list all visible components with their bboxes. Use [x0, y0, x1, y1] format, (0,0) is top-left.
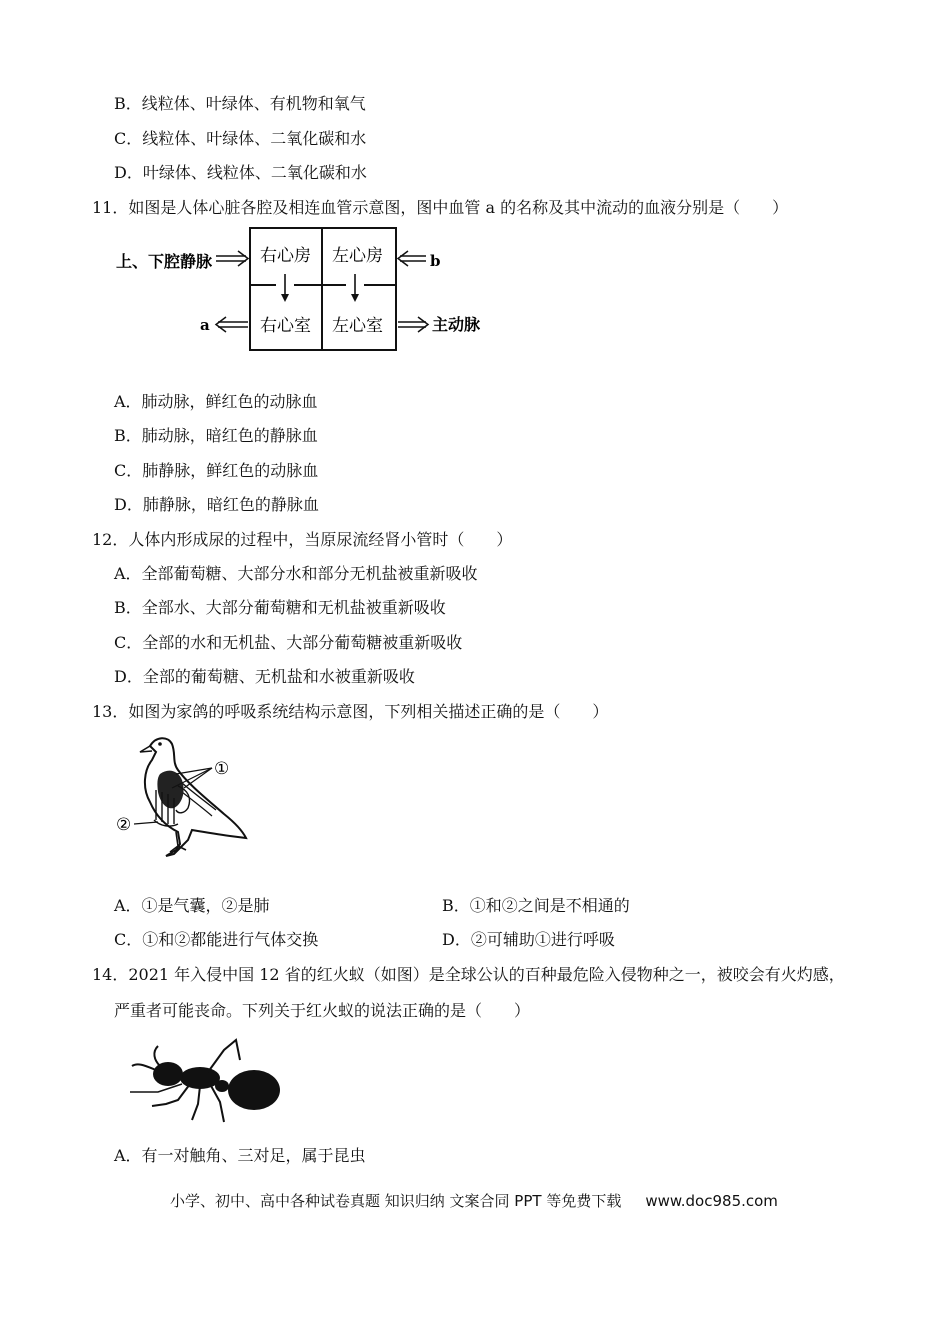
label-2: ②	[116, 815, 132, 835]
pigeon-respiratory-diagram	[112, 728, 262, 863]
q11-option-c: C．肺静脉，鲜红色的动脉血	[114, 461, 319, 480]
q12-stem: 12．人体内形成尿的过程中，当原尿流经肾小管时（ ）	[92, 530, 513, 549]
q11-stem: 11．如图是人体心脏各腔及相连血管示意图，图中血管 a 的名称及其中流动的血液分别是（ ）	[92, 198, 789, 217]
footer-url[interactable]: www.doc985.com	[645, 1192, 778, 1210]
left-av-arrow-icon	[351, 274, 359, 302]
label-b: b	[430, 252, 441, 270]
right-av-arrow-icon	[281, 274, 289, 302]
vena-cava-label: 上、下腔静脉	[116, 252, 213, 271]
vena-cava-arrow-icon	[216, 251, 248, 266]
q10-option-c: C．线粒体、叶绿体、二氧化碳和水	[114, 129, 367, 148]
q11-option-a: A．肺动脉，鲜红色的动脉血	[114, 392, 318, 411]
q12-option-d: D．全部的葡萄糖、无机盐和水被重新吸收	[114, 667, 415, 686]
left-ventricle-label: 左心室	[332, 316, 383, 336]
q10-option-b: B．线粒体、叶绿体、有机物和氧气	[114, 94, 366, 113]
fire-ant-image	[112, 1030, 282, 1130]
q11-option-d: D．肺静脉，暗红色的静脉血	[114, 495, 319, 514]
heart-diagram	[110, 222, 500, 357]
q12-option-a: A．全部葡萄糖、大部分水和部分无机盐被重新吸收	[114, 564, 478, 583]
q14-stem-line2: 严重者可能丧命。下列关于红火蚁的说法正确的是（ ）	[114, 1001, 531, 1020]
footer-text: 小学、初中、高中各种试卷真题 知识归纳 文案合同 PPT 等免费下载	[170, 1192, 622, 1210]
q12-option-b: B．全部水、大部分葡萄糖和无机盐被重新吸收	[114, 598, 446, 617]
q13-option-c: C．①和②都能进行气体交换	[114, 930, 319, 949]
b-arrow-icon	[398, 251, 426, 266]
aorta-arrow-icon	[398, 317, 428, 332]
q13-option-b: B．①和②之间是不相通的	[442, 896, 630, 915]
q10-option-d: D．叶绿体、线粒体、二氧化碳和水	[114, 163, 367, 182]
left-atrium-label: 左心房	[332, 246, 383, 266]
aorta-label: 主动脉	[432, 315, 481, 334]
footer	[170, 1190, 778, 1211]
q13-option-d: D．②可辅助①进行呼吸	[442, 930, 615, 949]
q12-option-c: C．全部的水和无机盐、大部分葡萄糖被重新吸收	[114, 633, 463, 652]
q11-option-b: B．肺动脉，暗红色的静脉血	[114, 426, 318, 445]
a-arrow-icon	[216, 317, 248, 332]
q13-stem: 13．如图为家鸽的呼吸系统结构示意图，下列相关描述正确的是（ ）	[92, 702, 609, 721]
label-a: a	[200, 316, 210, 334]
q14-option-a: A．有一对触角、三对足，属于昆虫	[114, 1146, 366, 1165]
right-atrium-label: 右心房	[260, 246, 311, 266]
right-ventricle-label: 右心室	[260, 316, 311, 336]
q13-option-a: A．①是气囊，②是肺	[114, 896, 270, 915]
q14-stem-line1: 14．2021 年入侵中国 12 省的红火蚁（如图）是全球公认的百种最危险入侵物种之一，被咬会有火灼感，	[92, 965, 845, 984]
label-1: ①	[214, 759, 230, 779]
